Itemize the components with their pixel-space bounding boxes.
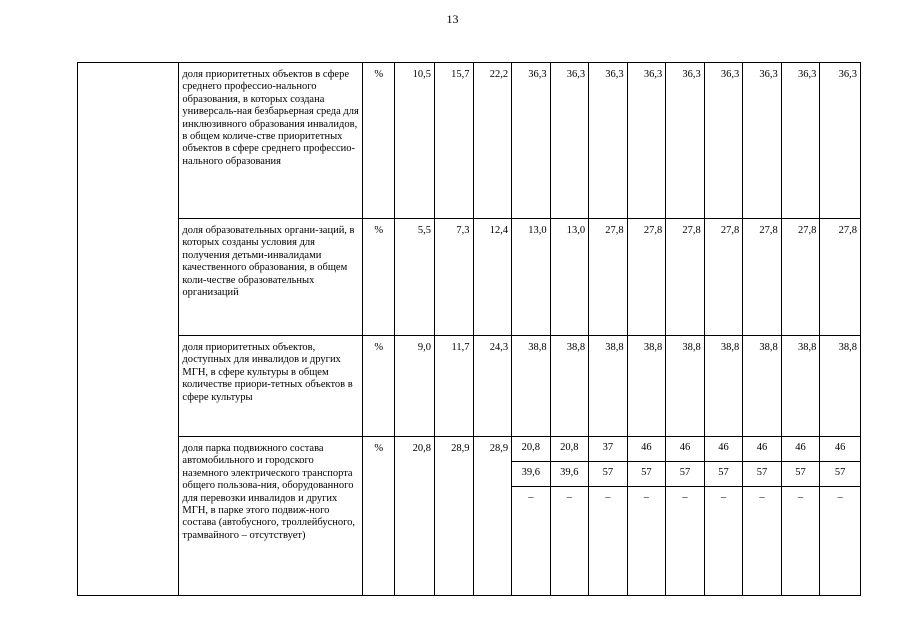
value-cell: 24,3 — [473, 336, 512, 437]
indicator-table — [77, 62, 861, 596]
split-value: 57 — [820, 462, 860, 487]
table-row — [78, 219, 861, 336]
split-value: 57 — [705, 462, 743, 487]
split-value-cell — [704, 437, 743, 596]
unit-cell: % — [363, 336, 395, 437]
split-value: 57 — [782, 462, 820, 487]
table-row — [78, 437, 861, 596]
value-cell: 13,0 — [550, 219, 589, 336]
split-value-cell — [743, 437, 782, 596]
page-number: 13 — [446, 12, 459, 26]
split-value: 39,6 — [551, 462, 589, 487]
split-value-cell — [627, 437, 666, 596]
split-values — [666, 437, 704, 511]
unit-cell: % — [363, 63, 395, 219]
split-value: – — [605, 492, 611, 503]
split-values — [628, 437, 666, 511]
split-value: 39,6 — [512, 462, 550, 487]
split-value: 46 — [705, 437, 743, 462]
split-value: 46 — [628, 437, 666, 462]
indicator-description: доля образовательных органи-заций, в которых созданы условия для получения детьми-инвалидами качественного образования, в общем коли-честве образовательных организаций — [179, 219, 363, 336]
split-value: – — [797, 492, 804, 503]
split-value: 37 — [589, 437, 627, 462]
split-value: 46 — [743, 437, 781, 462]
indicator-description: доля приоритетных объектов, доступных для инвалидов и других МГН, в сфере культуры в общем количестве приори-тетных объектов в сфере культуры — [179, 336, 363, 437]
table-row — [78, 336, 861, 437]
split-value: 20,8 — [512, 437, 550, 462]
value-cell: 36,3 — [589, 63, 628, 219]
value-cell: 27,8 — [627, 219, 666, 336]
split-value: 20,8 — [551, 437, 589, 462]
value-cell: 36,3 — [743, 63, 782, 219]
value-cell: 27,8 — [820, 219, 861, 336]
split-value: – — [759, 492, 765, 503]
split-values — [705, 437, 743, 511]
value-cell: 22,2 — [473, 63, 512, 219]
indicator-description: доля парка подвижного состава автомобильного и городского наземного электрического транспорта общего пользова-ния, оборудованного для перевозки инвалидов и других МГН, в парке этого подвиж-ного состава (автобусного, троллейбусного, трамвайного – отсутствует) — [179, 437, 363, 596]
split-value: 46 — [782, 437, 820, 462]
value-cell: 38,8 — [666, 336, 705, 437]
split-value-cell — [512, 437, 551, 596]
split-value: – — [720, 492, 727, 503]
split-values — [782, 437, 820, 511]
split-value-cell — [820, 437, 861, 596]
indicator-table-container — [77, 62, 861, 596]
value-cell: 36,3 — [704, 63, 743, 219]
value-cell: 38,8 — [589, 336, 628, 437]
split-value: 57 — [628, 462, 666, 487]
value-cell: 27,8 — [666, 219, 705, 336]
value-cell: 27,8 — [781, 219, 820, 336]
split-values — [743, 437, 781, 511]
split-value: – — [566, 492, 572, 503]
split-value-cell — [781, 437, 820, 596]
value-cell: 11,7 — [435, 336, 474, 437]
split-value-cell — [550, 437, 589, 596]
value-cell: 38,8 — [704, 336, 743, 437]
value-cell: 38,8 — [781, 336, 820, 437]
value-cell: 28,9 — [435, 437, 474, 596]
value-cell: 36,3 — [781, 63, 820, 219]
value-cell: 10,5 — [395, 63, 435, 219]
split-value: 57 — [743, 462, 781, 487]
split-values — [551, 437, 589, 511]
value-cell: 36,3 — [627, 63, 666, 219]
value-cell: 27,8 — [589, 219, 628, 336]
value-cell: 5,5 — [395, 219, 435, 336]
table-row — [78, 63, 861, 219]
value-cell: 36,3 — [820, 63, 861, 219]
value-cell: 27,8 — [704, 219, 743, 336]
value-cell: 28,9 — [473, 437, 512, 596]
split-value: 57 — [589, 462, 627, 487]
value-cell: 36,3 — [666, 63, 705, 219]
value-cell: 38,8 — [550, 336, 589, 437]
value-cell: 9,0 — [395, 336, 435, 437]
split-value-cell — [666, 437, 705, 596]
split-value: – — [682, 492, 688, 503]
value-cell: 15,7 — [435, 63, 474, 219]
split-values — [820, 437, 860, 511]
split-value: 46 — [666, 437, 704, 462]
split-value: 46 — [820, 437, 860, 462]
split-values — [589, 437, 627, 511]
split-value: – — [528, 492, 534, 503]
indicator-description: доля приоритетных объектов в сфере среднего профессио-нального образования, в которых создана универсаль-ная безбарьерная среда для инклюзивного образования инвалидов, в общем количе-стве приоритетных объектов в сфере среднего профессио-нального образования — [179, 63, 363, 219]
value-cell: 36,3 — [512, 63, 551, 219]
split-value: 57 — [666, 462, 704, 487]
value-cell: 7,3 — [435, 219, 474, 336]
unit-cell: % — [363, 219, 395, 336]
split-value: – — [837, 492, 843, 503]
unit-cell: % — [363, 437, 395, 596]
value-cell: 38,8 — [743, 336, 782, 437]
value-cell: 13,0 — [512, 219, 551, 336]
value-cell: 20,8 — [395, 437, 435, 596]
empty-first-column-cell — [78, 63, 179, 596]
split-value: – — [643, 492, 650, 503]
value-cell: 38,8 — [627, 336, 666, 437]
value-cell: 36,3 — [550, 63, 589, 219]
value-cell: 27,8 — [743, 219, 782, 336]
value-cell: 38,8 — [512, 336, 551, 437]
split-values — [512, 437, 550, 511]
value-cell: 12,4 — [473, 219, 512, 336]
value-cell: 38,8 — [820, 336, 861, 437]
split-value-cell — [589, 437, 628, 596]
